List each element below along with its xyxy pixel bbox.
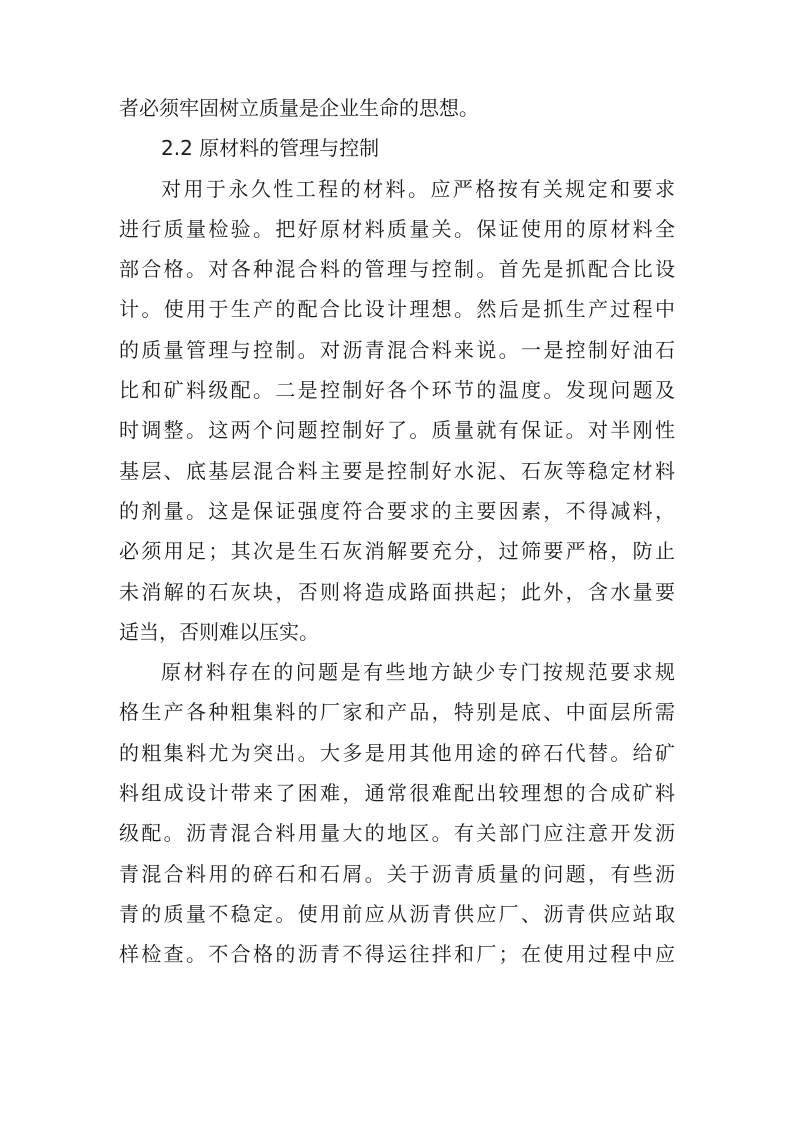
paragraph-material-issues (119, 652, 675, 974)
paragraph-line: 部合格。对各种混合料的管理与控制。首先是抓配合比设 (119, 257, 675, 282)
document-body (119, 88, 675, 975)
paragraph-line: 适当，否则难以压实。 (119, 619, 319, 644)
paragraph-materials-control (119, 169, 675, 653)
paragraph-line: 原材料存在的问题是有些地方缺少专门按规范要求规 (161, 660, 675, 685)
paragraph-line: 的粗集料尤为突出。大多是用其他用途的碎石代替。给矿 (119, 740, 675, 765)
paragraph-line: 计。使用于生产的配合比设计理想。然后是抓生产过程中 (119, 297, 675, 322)
opening-line: 者必须牢固树立质量是企业生命的思想。 (119, 96, 479, 120)
paragraph-line: 基层、底基层混合料主要是控制好水泥、石灰等稳定材料 (119, 458, 675, 483)
paragraph-line: 未消解的石灰块，否则将造成路面拱起；此外，含水量要 (119, 579, 675, 604)
paragraph-line: 级配。沥青混合料用量大的地区。有关部门应注意开发沥 (119, 821, 675, 846)
paragraph-line: 的质量管理与控制。对沥青混合料来说。一是控制好油石 (119, 337, 675, 362)
paragraph-line: 样检查。不合格的沥青不得运往拌和厂；在使用过程中应 (119, 942, 675, 967)
paragraph-line: 时调整。这两个问题控制好了。质量就有保证。对半刚性 (119, 418, 675, 443)
paragraph-line: 青的质量不稳定。使用前应从沥青供应厂、沥青供应站取 (119, 901, 675, 926)
paragraph-line: 对用于永久性工程的材料。应严格按有关规定和要求 (161, 176, 675, 201)
paragraph-line: 进行质量检验。把好原材料质量关。保证使用的原材料全 (119, 216, 675, 241)
paragraph-line: 青混合料用的碎石和石屑。关于沥青质量的问题，有些沥 (119, 861, 675, 886)
paragraph-line: 比和矿料级配。二是控制好各个环节的温度。发现问题及 (119, 378, 675, 403)
paragraph-line: 的剂量。这是保证强度符合要求的主要因素，不得减料， (119, 498, 675, 523)
paragraph-line: 格生产各种粗集料的厂家和产品，特别是底、中面层所需 (119, 700, 675, 725)
section-heading: 2.2 原材料的管理与控制 (161, 136, 380, 161)
paragraph-line: 必须用足；其次是生石灰消解要充分，过筛要严格，防止 (119, 539, 675, 564)
paragraph-line: 料组成设计带来了困难，通常很难配出较理想的合成矿料 (119, 781, 675, 806)
